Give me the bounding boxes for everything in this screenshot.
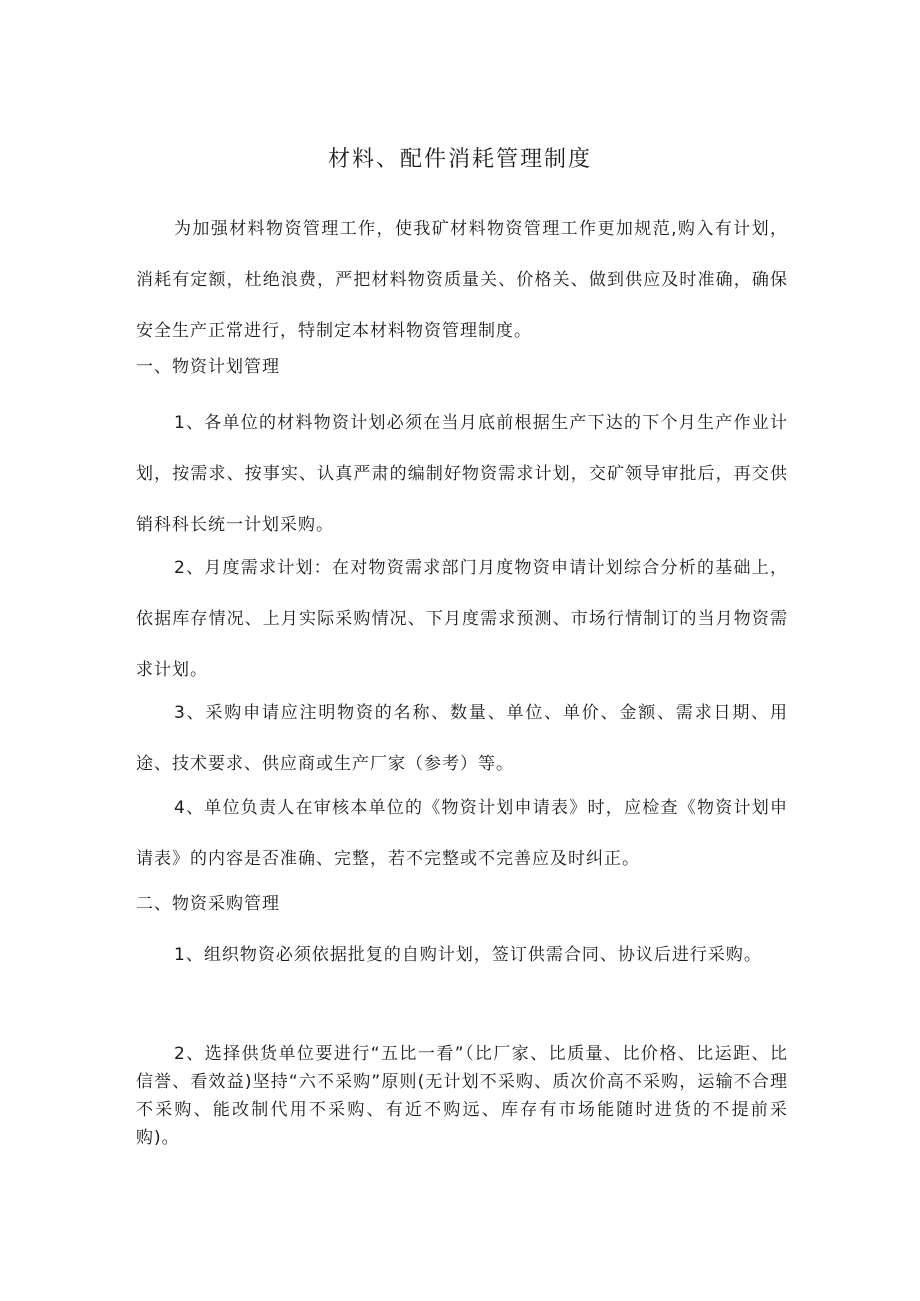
plan-item-2: 2、月度需求计划：在对物资需求部门月度物资申请计划综合分析的基础上，依据库存情况、上月实际采购情况、下月度需求预测、市场行情制订的当月物资需求计划。 (136, 558, 788, 680)
section-heading-procurement: 二、物资采购管理 (136, 894, 280, 914)
plan-item-1: 1、各单位的材料物资计划必须在当月底前根据生产下达的下个月生产作业计划，按需求、按事实、认真严肃的编制好物资需求计划，交矿领导审批后，再交供销科科长统一计划采购。 (136, 413, 788, 535)
plan-item-4: 4、单位负责人在审核本单位的《物资计划申请表》时，应检查《物资计划申请表》的内容是否准确、完整，若不完整或不完善应及时纠正。 (136, 798, 788, 869)
page-title: 材料、配件消耗管理制度 (327, 147, 592, 172)
plan-item-3: 3、采购申请应注明物资的名称、数量、单位、单价、金额、需求日期、用途、技术要求、供应商或生产厂家（参考）等。 (136, 703, 788, 774)
section-heading-plan: 一、物资计划管理 (136, 357, 280, 377)
procurement-item-2: 2、选择供货单位要进行“五比一看”（比厂家、比质量、比价格、比运距、比信誉、看效益)坚持“六不采购”原则(无计划不采购、质次价高不采购，运输不合理不采购、能改制代用不采购、有近不购远、库存有市场能随时进货的不提前采购)。 (136, 1044, 788, 1148)
intro-paragraph: 为加强材料物资管理工作，使我矿材料物资管理工作更加规范,购入有计划，消耗有定额，杜绝浪费，严把材料物资质量关、价格关、做到供应及时准确，确保安全生产正常进行，特制定本材料物资管理制度。 (136, 219, 788, 341)
procurement-item-1: 1、组织物资必须依据批复的自购计划，签订供需合同、协议后进行采购。 (174, 945, 762, 965)
